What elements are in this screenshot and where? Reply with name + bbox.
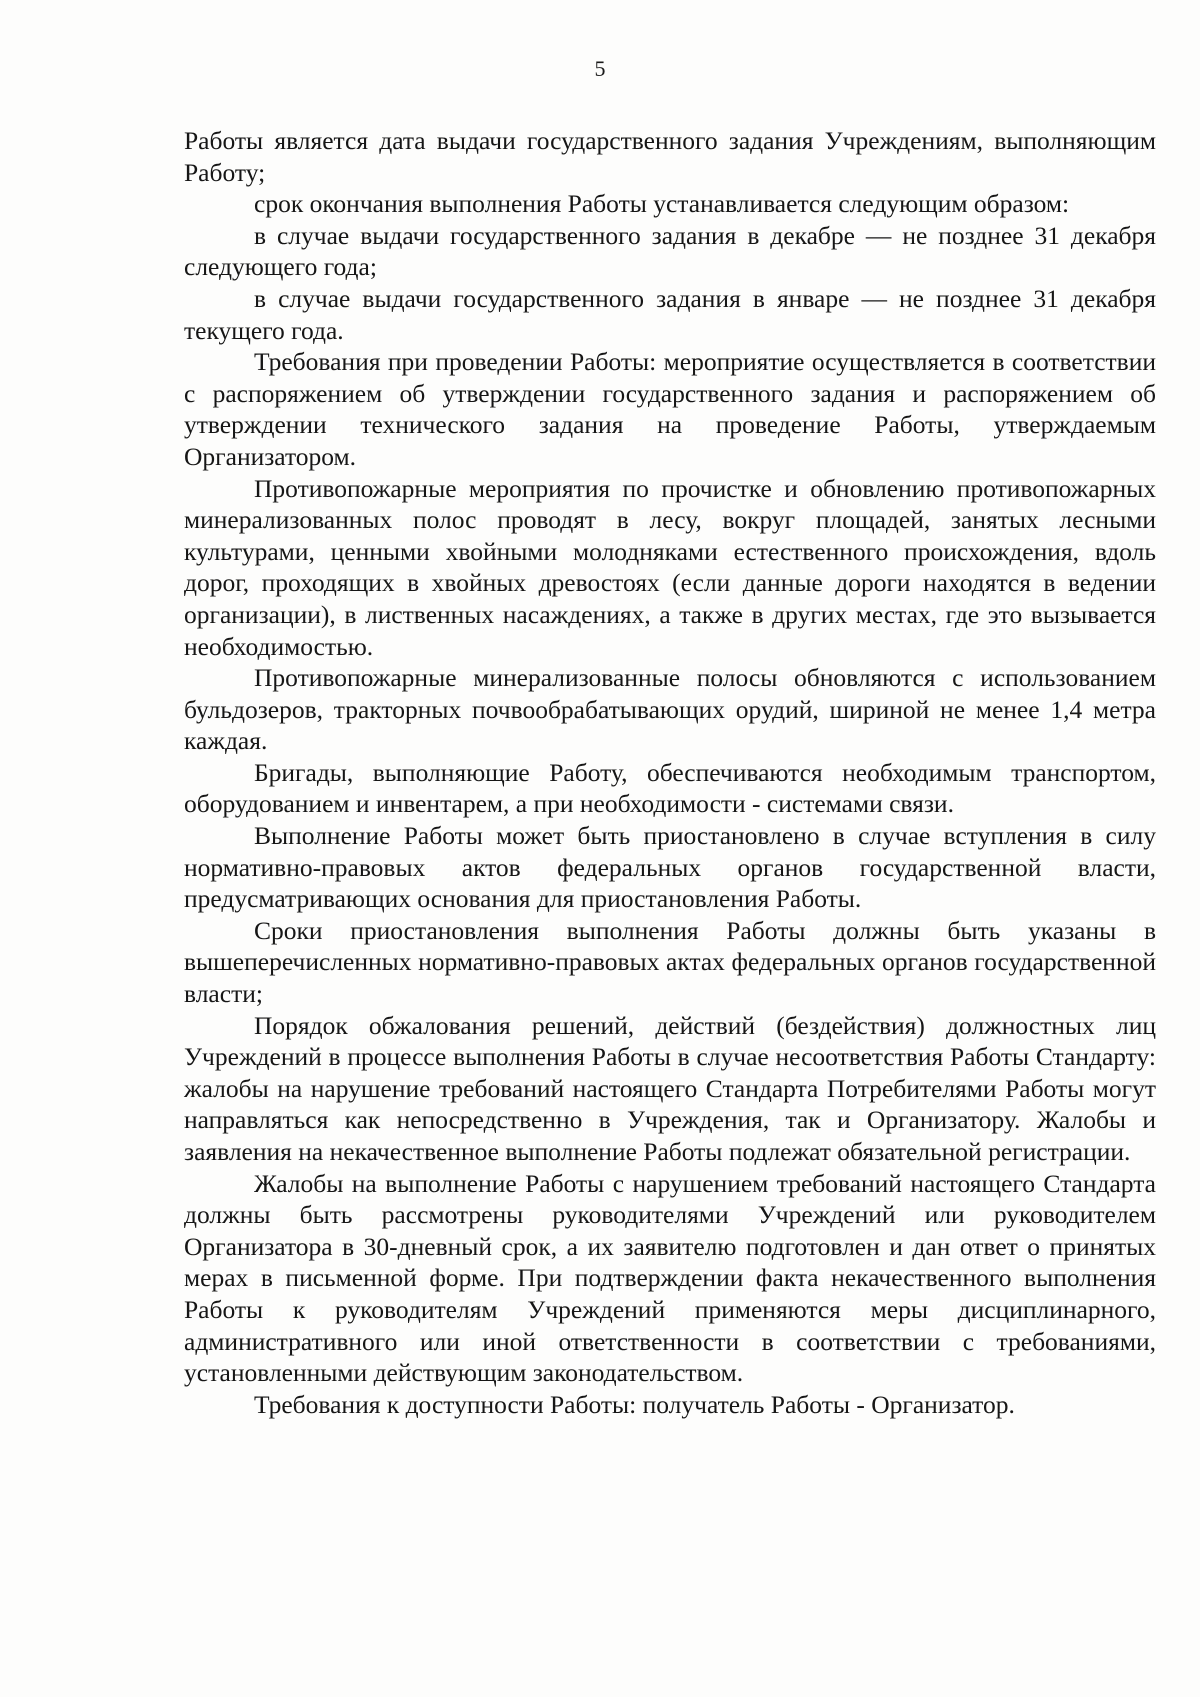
paragraph-8: Бригады, выполняющие Работу, обеспечиваются необходимым транспортом, оборудованием и инвентарем, а при необходимости - системами связи. [184, 757, 1156, 819]
paragraph-12: Жалобы на выполнение Работы с нарушением требований настоящего Стандарта должны быть рассмотрены руководителями Учреждений или руководителем Организатора в 30-дневный срок, а их заявителю подготовлен и дан ответ о принятых мерах в письменной форме. При подтверждении факта некачественного выполнения Работы к руководителям Учреждений применяются меры дисциплинарного, административного или иной ответственности в соответствии с требованиями, установленными действующим законодательством. [184, 1168, 1156, 1388]
paragraph-9: Выполнение Работы может быть приостановлено в случае вступления в силу нормативно-правовых актов федеральных органов государственной власти, предусматривающих основания для приостановления Работы. [184, 821, 1156, 914]
page-number: 5 [594, 56, 606, 81]
paragraph-2: срок окончания выполнения Работы устанавливается следующим образом: [254, 189, 1070, 219]
paragraph-4: в случае выдачи государственного задания в январе — не позднее 31 декабря текущего года. [184, 283, 1156, 345]
document-body [184, 125, 1156, 1420]
paragraph-7: Противопожарные минерализованные полосы обновляются с использованием бульдозеров, тракторных почвообрабатывающих орудий, шириной не менее 1,4 метра каждая. [184, 663, 1156, 756]
paragraph-1: Работы является дата выдачи государственного задания Учреждениям, выполняющим Работу; [184, 126, 1156, 187]
paragraph-10: Сроки приостановления выполнения Работы должны быть указаны в вышеперечисленных нормативно-правовых актах федеральных органов государственной власти; [184, 915, 1156, 1009]
paragraph-6: Противопожарные мероприятия по прочистке и обновлению противопожарных минерализованных полос проводят в лесу, вокруг площадей, занятых лесными культурами, ценными хвойными молодняками естественного происхождения, вдоль дорог, проходящих в хвойных древостоях (если данные дороги находятся в ведении организации), в лиственных насаждениях, а также в других местах, где это вызывается необходимостью. [184, 473, 1156, 661]
paragraph-13: Требования к доступности Работы: получатель Работы - Организатор. [254, 1389, 1015, 1419]
paragraph-3: в случае выдачи государственного задания в декабре — не позднее 31 декабря следующего года; [184, 220, 1156, 282]
paragraph-11: Порядок обжалования решений, действий (бездействия) должностных лиц Учреждений в процессе выполнения Работы в случае несоответствия Работы Стандарту: жалобы на нарушение требований настоящего Стандарта Потребителями Работы могут направляться как непосредственно в Учреждения, так и Организатору. Жалобы и заявления на некачественное выполнение Работы подлежат обязательной регистрации. [184, 1010, 1156, 1166]
paragraph-5: Требования при проведении Работы: мероприятие осуществляется в соответствии с распоряжением об утверждении государственного задания и распоряжением об утверждении технического задания на проведение Работы, утверждаемым Организатором. [184, 347, 1156, 471]
